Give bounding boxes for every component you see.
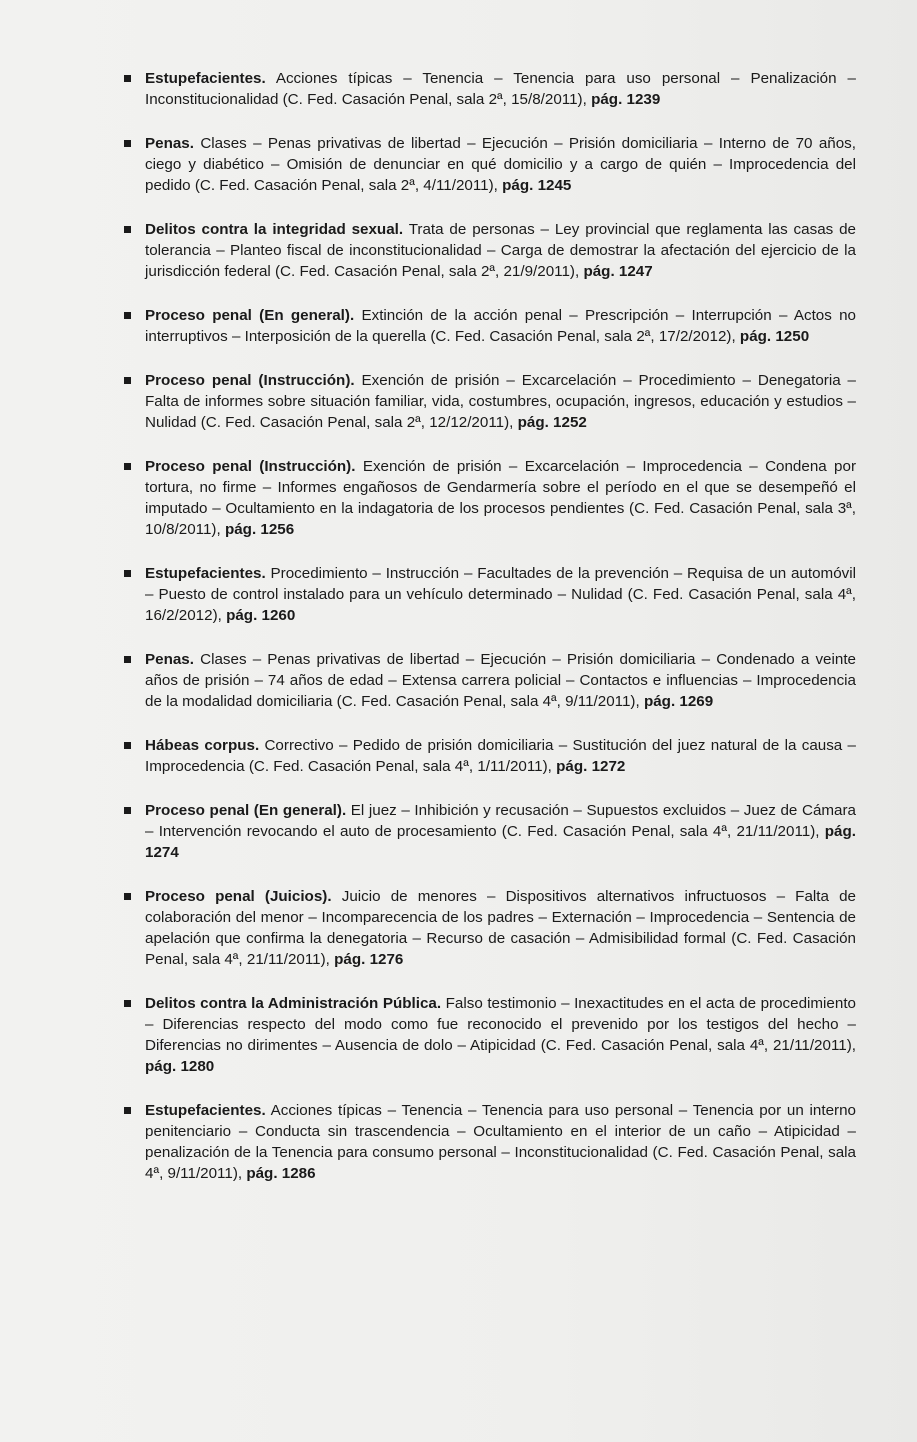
entry-title: Delitos contra la integridad sexual. [145,221,404,238]
index-entry [120,456,856,540]
entry-body: Juicio de menores – Dispositivos alternativos infructuosos – Falta de colaboración del menor – Incomparecencia de los padres – Externación – Improcedencia – Sentencia de apelación que confirma la denegatoria – Recurso de casación – Admisibilidad formal (C. Fed. Casación Penal, sala 4ª, 21/11/2011), [145,888,856,968]
index-entry [120,1100,856,1184]
entry-page-reference: pág. 1252 [517,414,587,431]
entry-title: Penas. [145,651,194,668]
entry-title: Penas. [145,135,194,152]
entry-body: Clases – Penas privativas de libertad – Ejecución – Prisión domiciliaria – Condenado a veinte años de prisión – 74 años de edad – Extensa carrera policial – Contactos e influencias – Improcedencia de la modalidad domiciliaria (C. Fed. Casación Penal, sala 4ª, 9/11/2011), [145,651,856,710]
entry-title: Delitos contra la Administración Pública. [145,995,442,1012]
bullet-square-icon [124,742,131,749]
entry-body: Extinción de la acción penal – Prescripción – Interrupción – Actos no interruptivos – Interposición de la querella (C. Fed. Casación Penal, sala 2ª, 17/2/2012), [145,307,856,345]
index-entry [120,563,856,626]
entry-title: Estupefacientes. [145,70,266,87]
entry-page-reference: pág. 1239 [591,91,661,108]
bullet-square-icon [124,656,131,663]
entry-page-reference: pág. 1250 [739,328,810,345]
entry-page-reference: pág. 1280 [145,1058,215,1075]
index-entry [120,800,856,863]
entry-body: Procedimiento – Instrucción – Facultades de la prevención – Requisa de un automóvil – Puesto de control instalado para un vehículo determinado – Nulidad (C. Fed. Casación Penal, sala 4ª, 16/2/2012), [145,565,856,624]
entry-body: Correctivo – Pedido de prisión domiciliaria – Sustitución del juez natural de la causa – Improcedencia (C. Fed. Casación Penal, sala 4ª, 1/11/2011), [145,737,856,775]
entry-page-reference: pág. 1256 [224,521,295,538]
index-entry [120,68,856,110]
entry-page-reference: pág. 1260 [226,607,296,624]
bullet-square-icon [124,893,131,900]
entry-title: Proceso penal (En general). [145,802,347,819]
bullet-square-icon [124,570,131,577]
entry-page-reference: pág. 1247 [583,263,653,280]
bullet-square-icon [124,377,131,384]
index-entry [120,370,856,433]
entry-title: Estupefacientes. [145,1102,266,1119]
entry-page-reference: pág. 1276 [334,951,404,968]
entry-body: Trata de personas – Ley provincial que reglamenta las casas de tolerancia – Planteo fiscal de inconstitucionalidad – Carga de demostrar la afectación del ejercicio de la jurisdicción federal (C. Fed. Casación Penal, sala 2ª, 21/9/2011), [145,221,856,280]
entry-body: Exención de prisión – Excarcelación – Improcedencia – Condena por tortura, no firme – Informes engañosos de Gendarmería sobre el período en el que se desempeñó el imputado – Ocultamiento en la indagatoria de los procesos pendientes (C. Fed. Casación Penal, sala 3ª, 10/8/2011), [145,458,857,538]
index-entry [120,133,856,196]
index-entry [120,305,856,347]
entry-title: Proceso penal (Instrucción). [145,458,356,475]
entry-title: Proceso penal (Juicios). [145,888,332,905]
index-entry-list [120,68,856,1207]
bullet-square-icon [124,140,131,147]
entry-page-reference: pág. 1245 [502,177,572,194]
entry-body: Falso testimonio – Inexactitudes en el acta de procedimiento – Diferencias respecto del modo como fue reconocido el prevenido por los testigos del hecho – Diferencias no dirimentes – Ausencia de dolo – Atipicidad (C. Fed. Casación Penal, sala 4ª, 21/11/2011), [145,995,856,1054]
entry-body: Acciones típicas – Tenencia – Tenencia para uso personal – Tenencia por un interno penitenciario – Conducta sin trascendencia – Ocultamiento en el interior de un caño – Atipicidad – penalización de la Tenencia para consumo personal – Inconstitucionalidad (C. Fed. Casación Penal, sala 4ª, 9/11/2011), [145,1102,856,1182]
entry-page-reference: pág. 1286 [246,1165,316,1182]
entry-page-reference: pág. 1274 [145,823,856,861]
entry-page-reference: pág. 1269 [643,693,714,710]
entry-page-reference: pág. 1272 [556,758,626,775]
index-entry [120,886,856,970]
entry-title: Estupefacientes. [145,565,266,582]
bullet-square-icon [124,75,131,82]
bullet-square-icon [124,807,131,814]
index-entry [120,735,856,777]
bullet-square-icon [124,226,131,233]
entry-body: El juez – Inhibición y recusación – Supuestos excluidos – Juez de Cámara – Intervención revocando el auto de procesamiento (C. Fed. Casación Penal, sala 4ª, 21/11/2011), [145,802,856,840]
entry-title: Proceso penal (En general). [145,307,355,324]
entry-title: Hábeas corpus. [145,737,260,754]
bullet-square-icon [124,463,131,470]
bullet-square-icon [124,1000,131,1007]
bullet-square-icon [124,312,131,319]
bullet-square-icon [124,1107,131,1114]
index-entry [120,993,856,1077]
index-entry [120,649,856,712]
index-entry [120,219,856,282]
entry-body: Exención de prisión – Excarcelación – Procedimiento – Denegatoria – Falta de informes sobre situación familiar, vida, costumbres, ocupación, ingresos, educación y estudios – Nulidad (C. Fed. Casación Penal, sala 2ª, 12/12/2011), [145,372,856,431]
entry-title: Proceso penal (Instrucción). [145,372,355,389]
entry-body: Clases – Penas privativas de libertad – Ejecución – Prisión domiciliaria – Interno de 70 años, ciego y diabético – Omisión de denunciar en qué domicilio y a cargo de quién – Improcedencia del pedido (C. Fed. Casación Penal, sala 2ª, 4/11/2011), [145,135,856,194]
entry-body: Acciones típicas – Tenencia – Tenencia para uso personal – Penalización – Inconstitucionalidad (C. Fed. Casación Penal, sala 2ª, 15/8/2011), [145,70,856,108]
